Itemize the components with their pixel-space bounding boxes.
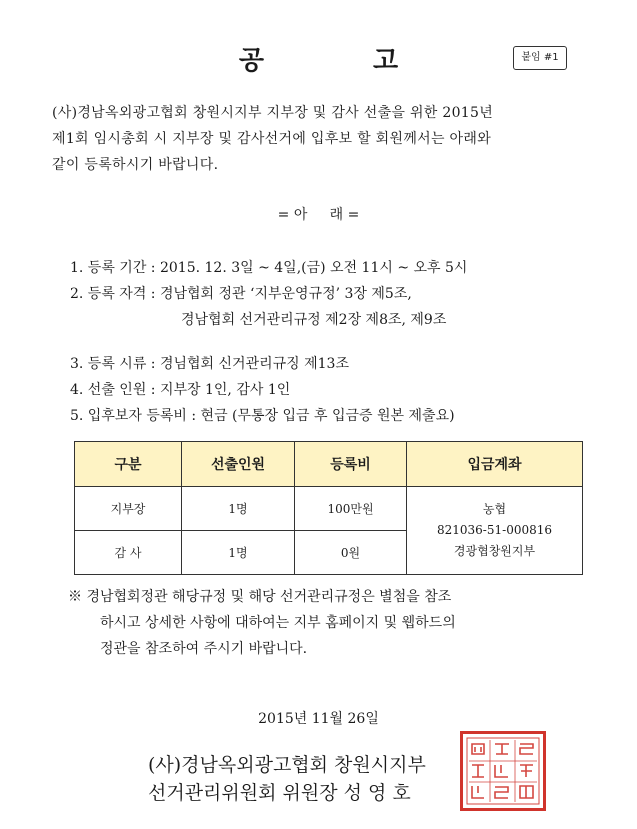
intro-line: 같이 등록하시기 바랍니다. xyxy=(52,157,219,173)
table-header-row xyxy=(75,442,583,487)
note-line: 정관을 참조하여 주시기 바랍니다. xyxy=(100,641,308,657)
note-line: ※ 경남협회정관 해당규정 및 해당 선거관리규정은 별첨을 참조 xyxy=(68,589,452,605)
attachment-label: 붙임 #1 xyxy=(513,46,567,70)
intro-line: (사)경남옥외광고협회 창원시지부 지부장 및 감사 선출을 위한 2015년 xyxy=(52,105,494,121)
table-cell: 0원 xyxy=(295,531,407,575)
note-line: 하시고 상세한 사항에 대하여는 지부 홈페이지 및 웹하드의 xyxy=(100,615,456,631)
notice-title: 공 고 xyxy=(238,46,449,76)
list-item-continuation: 경남협회 선거관리규정 제2장 제8조, 제9조 xyxy=(181,312,447,328)
list-item: 5. 입후보자 등록비 : 현금 (무통장 입금 후 입금증 원본 제출요) xyxy=(70,408,455,424)
table-cell: 100만원 xyxy=(295,487,407,531)
account-number: 821036-51-000816 xyxy=(437,523,552,537)
bank-account-cell xyxy=(407,487,583,575)
table-row xyxy=(75,487,583,531)
subheading: = 아 래 = xyxy=(277,207,360,223)
table-header: 등록비 xyxy=(295,442,407,487)
table-header: 입금계좌 xyxy=(407,442,583,487)
list-item: 1. 등록 기간 : 2015. 12. 3일 ~ 4일,(금) 오전 11시 ~ 오후 5시 xyxy=(70,260,468,276)
official-seal-stamp xyxy=(460,731,546,811)
list-item: 4. 선출 인원 : 지부장 1인, 감사 1인 xyxy=(70,382,291,398)
issuer-org: (사)경남옥외광고협회 창원시지부 xyxy=(148,754,426,776)
issue-date: 2015년 11월 26일 xyxy=(258,711,379,727)
table-header: 선출인원 xyxy=(182,442,295,487)
account-holder: 경광협창원지부 xyxy=(453,544,536,558)
table-cell: 1명 xyxy=(182,531,295,575)
table-cell: 감 사 xyxy=(75,531,182,575)
table-cell: 지부장 xyxy=(75,487,182,531)
fee-table xyxy=(74,441,583,575)
intro-line: 제1회 임시총회 시 지부장 및 감사선거에 입후보 할 회원께서는 아래와 xyxy=(52,131,492,147)
list-item: 3. 등록 시류 : 경님협회 신거관리규징 제13조 xyxy=(70,356,349,372)
intro-paragraph xyxy=(52,100,582,178)
seal-graphic xyxy=(463,734,543,808)
table-header: 구분 xyxy=(75,442,182,487)
issuer-name: 선거관리위원회 위원장 성 영 호 xyxy=(148,782,411,804)
reference-note xyxy=(68,584,588,662)
issuer-signature xyxy=(148,751,426,807)
list-item: 2. 등록 자격 : 경남협회 정관 ‘지부운영규정’ 3장 제5조, xyxy=(70,286,412,302)
table-cell: 1명 xyxy=(182,487,295,531)
bank-name: 농협 xyxy=(482,502,507,516)
